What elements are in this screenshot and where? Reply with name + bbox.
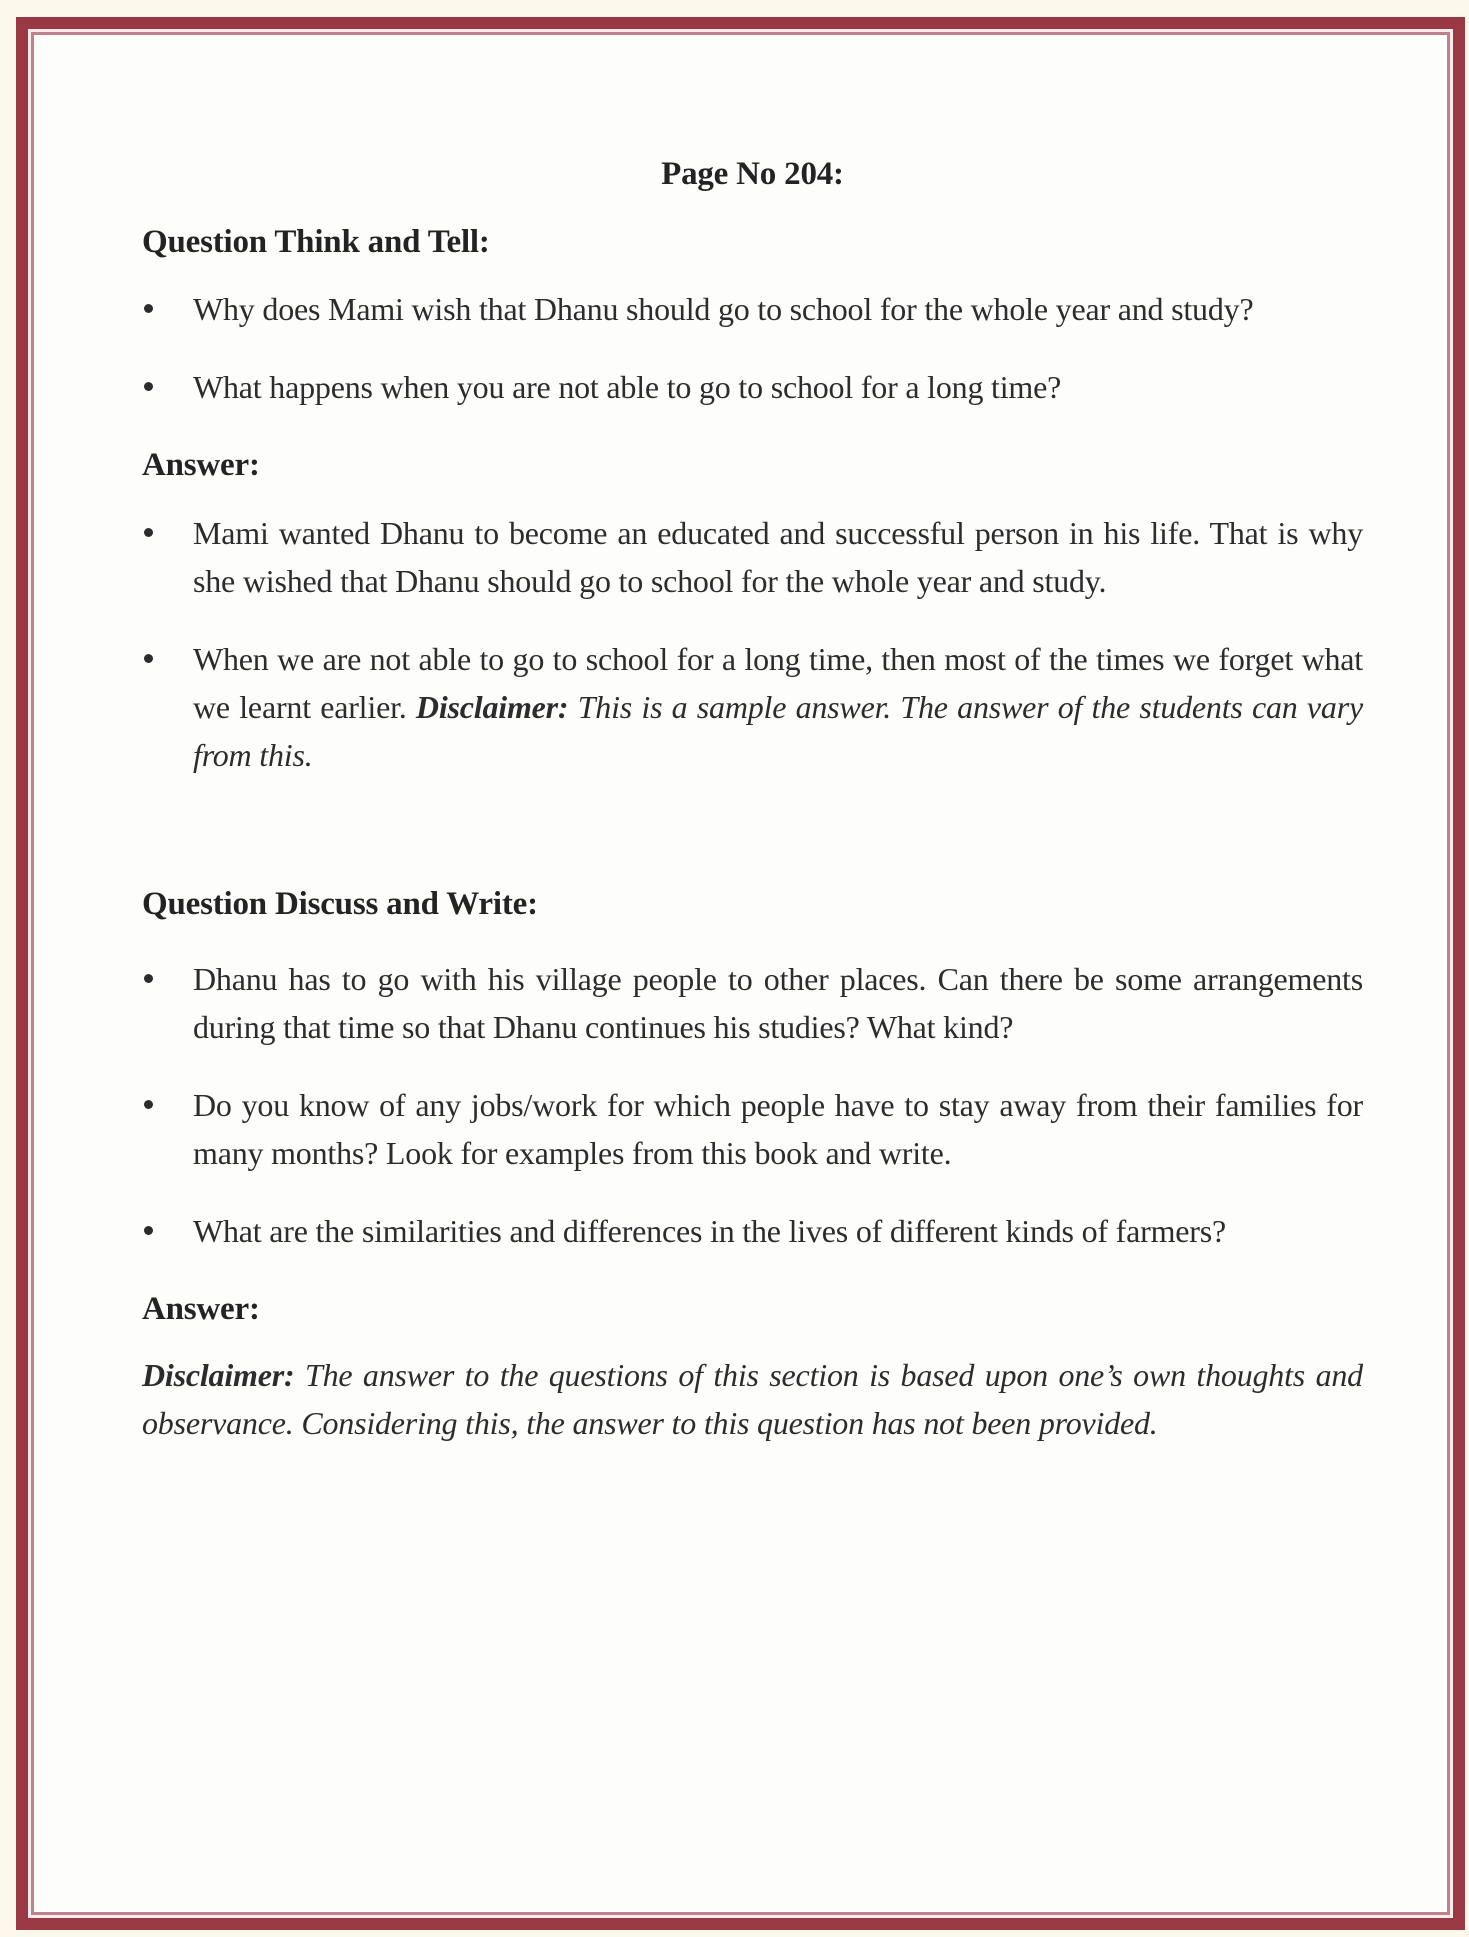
document-page (34, 35, 1447, 1912)
section-answer-think-and-tell (142, 441, 1363, 779)
disclaimer-label: Disclaimer: (142, 1357, 295, 1393)
bullet-icon (144, 528, 153, 537)
answer-heading: Answer: (142, 1291, 260, 1327)
bullet-item (142, 509, 1363, 605)
bullet-text: What happens when you are not able to go to school for a long time? (193, 369, 1062, 405)
bullet-icon (144, 1100, 153, 1109)
page-frame (16, 17, 1465, 1930)
disclaimer-paragraph (142, 1351, 1363, 1447)
bullet-icon (144, 304, 153, 313)
bullet-text: When we are not able to go to school for a long time, then most of the times we forget what we learnt earlier. (193, 641, 1363, 725)
think-and-tell-bullet-list (142, 285, 1363, 411)
bullet-item (142, 955, 1363, 1051)
bullet-icon (144, 382, 153, 391)
answer-bullet-list (142, 509, 1363, 779)
bullet-text: Why does Mami wish that Dhanu should go to school for the whole year and study? (193, 291, 1254, 327)
bullet-item (142, 1207, 1363, 1255)
section-think-and-tell (142, 218, 1363, 411)
disclaimer-text: The answer to the questions of this section is based upon one’s own thoughts and observance. Considering this, the answer to this question has not been provided. (142, 1357, 1363, 1441)
bullet-item (142, 635, 1363, 779)
bullet-text: Do you know of any jobs/work for which people have to stay away from their families for many months? Look for examples from this book and write. (193, 1087, 1363, 1171)
answer-heading: Answer: (142, 447, 260, 483)
page-frame-inner (31, 32, 1450, 1915)
bullet-item (142, 1081, 1363, 1177)
page-title: Page No 204: (661, 156, 844, 192)
bullet-icon (144, 654, 153, 663)
disclaimer-label: Disclaimer: (415, 689, 569, 725)
section-discuss-and-write (142, 880, 1363, 1255)
discuss-and-write-heading: Question Discuss and Write: (142, 886, 538, 922)
think-and-tell-heading: Question Think and Tell: (142, 224, 490, 260)
bullet-text: Dhanu has to go with his village people to other places. Can there be some arrangements during that time so that Dhanu continues his studies? What kind? (193, 961, 1363, 1045)
bullet-icon (144, 1226, 153, 1235)
disclaimer-text: This is a sample answer. The answer of the students can vary from this. (193, 689, 1363, 773)
bullet-text: Mami wanted Dhanu to become an educated and successful person in his life. That is why she wished that Dhanu should go to school for the whole year and study. (193, 515, 1363, 599)
bullet-item (142, 285, 1363, 333)
discuss-and-write-bullet-list (142, 955, 1363, 1255)
bullet-icon (144, 974, 153, 983)
section-answer-discuss-and-write (142, 1285, 1363, 1447)
bullet-item (142, 363, 1363, 411)
bullet-text-with-disclaimer (193, 635, 1363, 779)
bullet-text: What are the similarities and differences in the lives of different kinds of farmers? (193, 1213, 1226, 1249)
